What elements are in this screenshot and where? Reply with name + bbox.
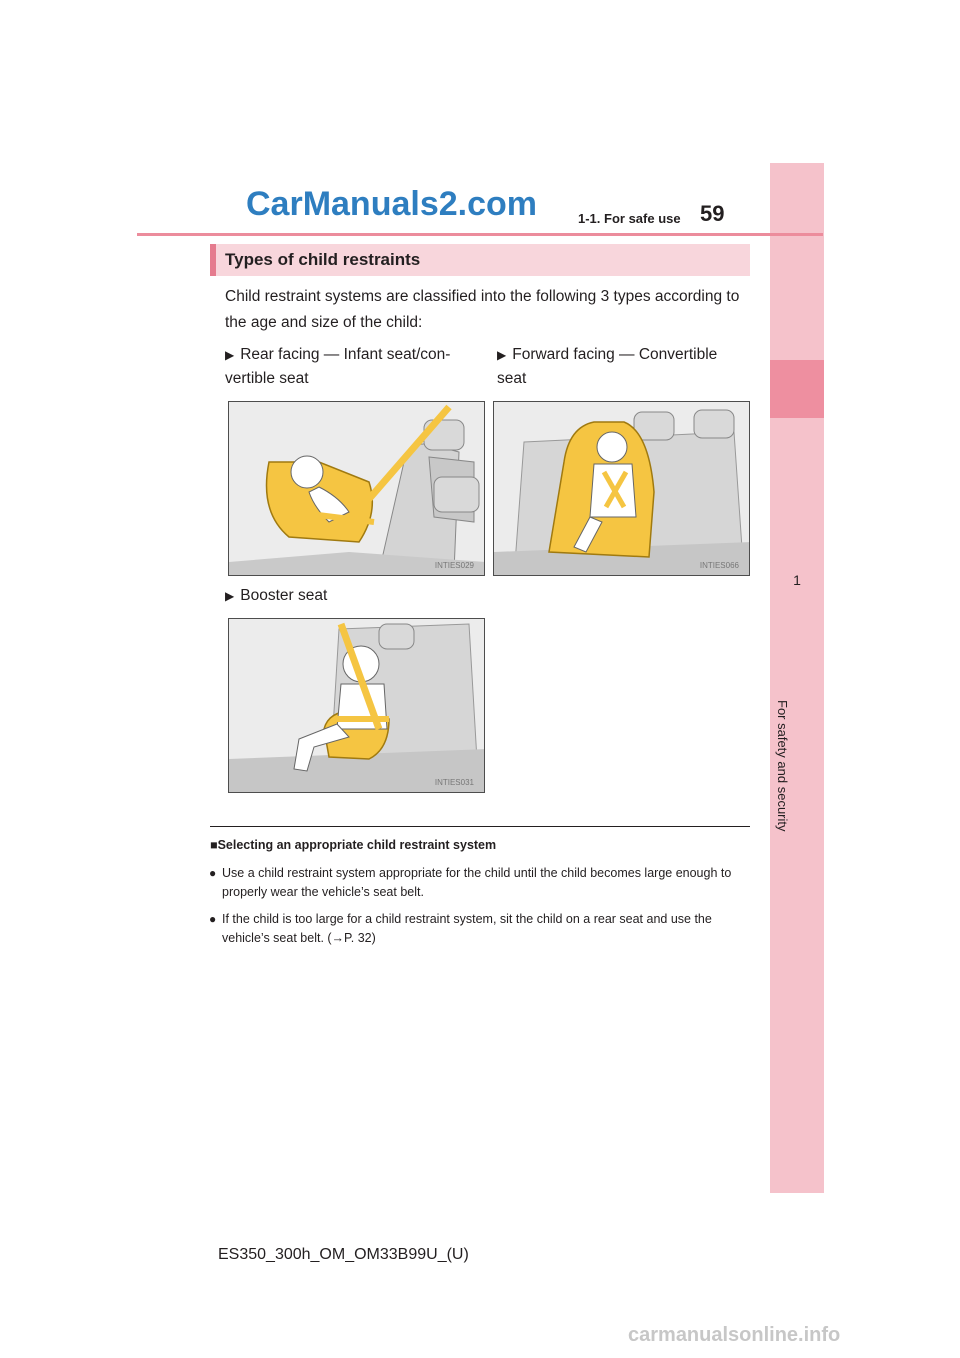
image-code: INTIES029 — [434, 561, 474, 570]
triangle-bullet-icon: ▶ — [225, 589, 235, 603]
footer-model-code: ES350_300h_OM_OM33B99U_(U) — [218, 1246, 469, 1263]
booster-seat-drawing — [229, 619, 485, 793]
type-label-forward-facing — [497, 343, 747, 391]
forward-facing-seat-drawing — [494, 402, 750, 576]
notes-title-text: Selecting an appropriate child restraint system — [217, 838, 497, 852]
triangle-bullet-icon: ▶ — [497, 348, 507, 362]
round-bullet-icon: ● — [209, 912, 217, 926]
square-bullet-icon: ■ — [210, 838, 218, 852]
chapter-marker — [770, 360, 824, 418]
rear-facing-seat-illustration — [228, 401, 485, 576]
side-tab — [770, 163, 824, 1193]
page-number: 59 — [700, 201, 725, 226]
rear-facing-seat-drawing — [229, 402, 485, 576]
notes-divider — [210, 826, 750, 827]
watermark-logo: CarManuals2.com — [246, 185, 537, 223]
note-text: If the child is too large for a child restraint system, sit the child on a rear seat and use the vehicle’s seat belt. (→P. 32) — [222, 912, 712, 945]
type-label-text: Forward facing — Convertible seat — [497, 346, 718, 387]
notes-title — [210, 838, 496, 852]
chapter-label: For safety and security — [775, 700, 790, 832]
type-label-text: Rear facing — Infant seat/con-vertible seat — [225, 346, 451, 387]
triangle-bullet-icon: ▶ — [225, 348, 235, 362]
note-text: Use a child restraint system appropriate for the child until the child becomes large enough to properly wear the vehicle’s seat belt. — [222, 866, 732, 899]
note-item — [209, 910, 750, 948]
page-heading: Types of child restraints — [225, 250, 421, 269]
section-title: 1-1. For safe use — [578, 211, 681, 226]
type-label-booster — [225, 584, 480, 608]
booster-seat-illustration — [228, 618, 485, 793]
footer-watermark: carmanualsonline.info — [628, 1324, 841, 1346]
chapter-number: 1 — [793, 572, 801, 588]
image-code: INTIES031 — [434, 778, 474, 787]
image-code: INTIES066 — [699, 561, 739, 570]
round-bullet-icon: ● — [209, 866, 217, 880]
note-item — [209, 864, 750, 902]
header-divider — [137, 233, 823, 236]
type-label-text: Booster seat — [240, 587, 328, 604]
intro-paragraph: Child restraint systems are classified into the following 3 types according to the age and size of the child: — [225, 288, 740, 331]
type-label-rear-facing — [225, 343, 480, 391]
forward-facing-seat-illustration — [493, 401, 750, 576]
